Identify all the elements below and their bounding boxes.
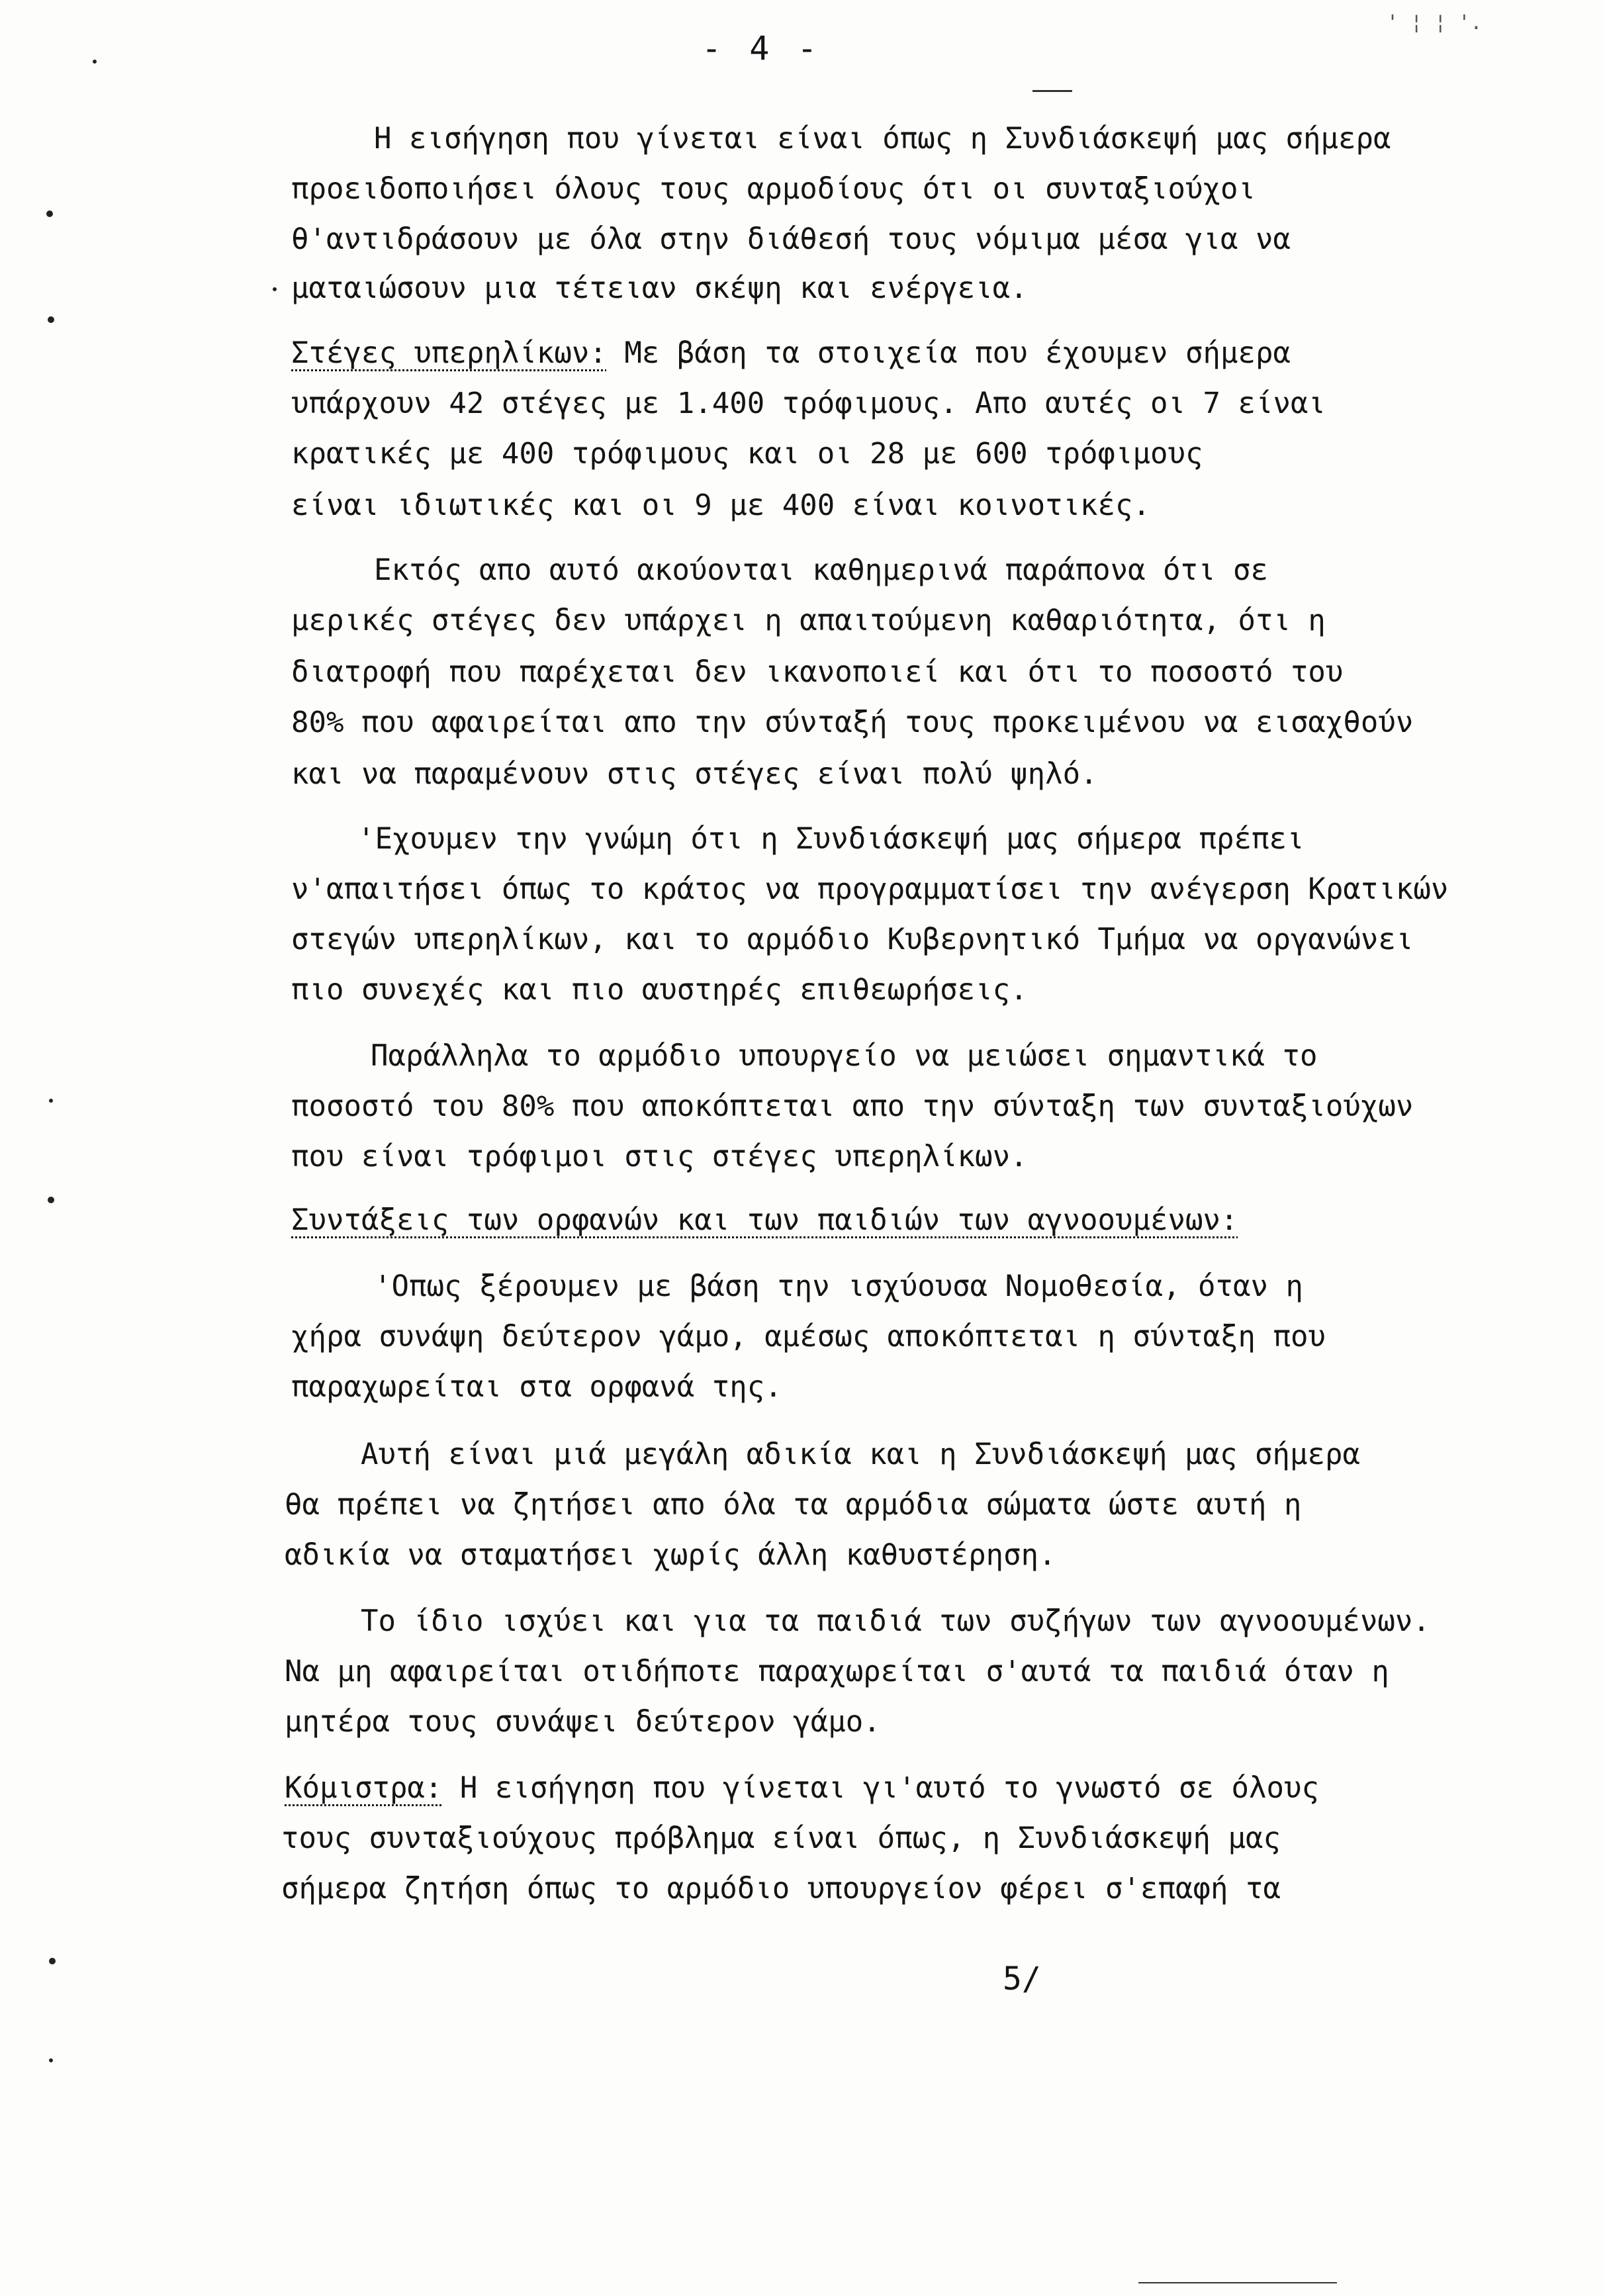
parallel-line: που είναι τρόφιμοι στις στέγες υπερηλίκων. [291, 1140, 1028, 1173]
intro-line: θ'αντιδράσουν με όλα στην διάθεσή τους νόμιμα μέσα για να [291, 222, 1291, 256]
intro-line: ματαιώσουν μια τέτειαν σκέψη και ενέργεια. [291, 271, 1028, 305]
orphans-heading: Συντάξεις των ορφανών και των παιδιών των αγνοουμένων: [291, 1203, 1238, 1237]
complaints-line: Εκτός απο αυτό ακούονται καθημερινά παράπονα ότι σε [374, 553, 1269, 587]
parallel-line: ποσοστό του 80% που αποκόπτεται απο την σύνταξη των συνταξιούχων [291, 1089, 1414, 1123]
scan-speck [93, 60, 97, 64]
orphans-line: παραχωρείται στα ορφανά της. [291, 1370, 782, 1404]
scan-speck [49, 1099, 53, 1103]
fare-heading: Κόμιστρα: [285, 1771, 443, 1805]
intro-line: Η εισήγηση που γίνεται είναι όπως η Συνδιάσκεψή μας σήμερα [374, 122, 1391, 156]
complaints-line: διατροφή που παρέχεται δεν ικανοποιεί και ότι το ποσοστό του [291, 655, 1344, 689]
fare-first-line-text: Η εισήγηση που γίνεται γι'αυτό το γνωστό σε όλους [442, 1771, 1319, 1805]
page-number: - 4 - [702, 29, 821, 68]
complaints-line: 80% που αφαιρείται απο την σύνταξή τους προκειμένου να εισαχθούν [291, 706, 1414, 739]
fare-line: σήμερα ζητήση όπως το αρμόδιο υπουργείον φέρει σ'επαφή τα [281, 1872, 1281, 1906]
scan-speck [49, 1958, 56, 1964]
injustice-line: θα πρέπει να ζητήσει απο όλα τα αρμόδια σώματα ώστε αυτή η [285, 1488, 1302, 1522]
corner-mark: ' ¦ ¦ '. [1387, 11, 1483, 34]
complaints-line: και να παραμένουν στις στέγες είναι πολύ ψηλό. [291, 757, 1098, 791]
injustice-line: αδικία να σταματήσει χωρίς άλλη καθυστέρηση. [285, 1538, 1056, 1572]
homes-heading: Στέγες υπερηλίκων: [291, 336, 607, 370]
intro-line: προειδοποιήσει όλους τους αρμοδίους ότι οι συνταξιούχοι [291, 172, 1256, 206]
continued-page-ref: 5/ [1003, 1960, 1041, 1998]
scan-speck [273, 287, 277, 291]
homes-line: υπάρχουν 42 στέγες με 1.400 τρόφιμους. Απο αυτές οι 7 είναι [291, 387, 1326, 420]
scan-dash [1032, 90, 1072, 92]
parallel-line: Παράλληλα το αρμόδιο υπουργείο να μειώσει σημαντικά το [371, 1039, 1318, 1073]
homes-line: είναι ιδιωτικές και οι 9 με 400 είναι κοινοτικές. [291, 488, 1151, 522]
scan-speck [46, 210, 53, 217]
spouses-line: Να μη αφαιρείται οτιδήποτε παραχωρείται σ'αυτά τα παιδιά όταν η [285, 1655, 1389, 1688]
spouses-line: Το ίδιο ισχύει και για τα παιδιά των συζήγων των αγνοουμένων. [361, 1604, 1430, 1638]
complaints-line: μερικές στέγες δεν υπάρχει η απαιτούμενη καθαριότητα, ότι η [291, 604, 1326, 637]
opinion-line: πιο συνεχές και πιο αυστηρές επιθεωρήσεις. [291, 973, 1028, 1007]
scan-speck [49, 2058, 53, 2062]
scan-speck [48, 1197, 54, 1203]
homes-line: κρατικές με 400 τρόφιμους και οι 28 με 600 τρόφιμους [291, 437, 1203, 471]
homes-paragraph-first-line [291, 336, 1291, 370]
opinion-line: στεγών υπερηλίκων, και το αρμόδιο Κυβερνητικό Τμήμα να οργανώνει [291, 923, 1414, 956]
scan-speck [48, 316, 54, 323]
homes-first-line-text: Με βάση τα στοιχεία που έχουμεν σήμερα [606, 336, 1291, 370]
opinion-line: ν'απαιτήσει όπως το κράτος να προγραμματίσει την ανέγερση Κρατικών [291, 872, 1449, 906]
orphans-line: χήρα συνάψη δεύτερον γάμο, αμέσως αποκόπτεται η σύνταξη που [291, 1320, 1326, 1354]
orphans-line: 'Οπως ξέρουμεν με βάση την ισχύουσα Νομοθεσία, όταν η [374, 1269, 1303, 1303]
injustice-line: Αυτή είναι μιά μεγάλη αδικία και η Συνδιάσκεψή μας σήμερα [361, 1438, 1360, 1471]
spouses-line: μητέρα τους συνάψει δεύτερον γάμο. [285, 1705, 881, 1739]
fare-line: τους συνταξιούχους πρόβλημα είναι όπως, η Συνδιάσκεψή μας [281, 1821, 1281, 1855]
scan-dash [1138, 2282, 1337, 2283]
opinion-line: 'Εχουμεν την γνώμη ότι η Συνδιάσκεψή μας σήμερα πρέπει [357, 822, 1305, 856]
fare-paragraph-first-line [285, 1771, 1319, 1805]
